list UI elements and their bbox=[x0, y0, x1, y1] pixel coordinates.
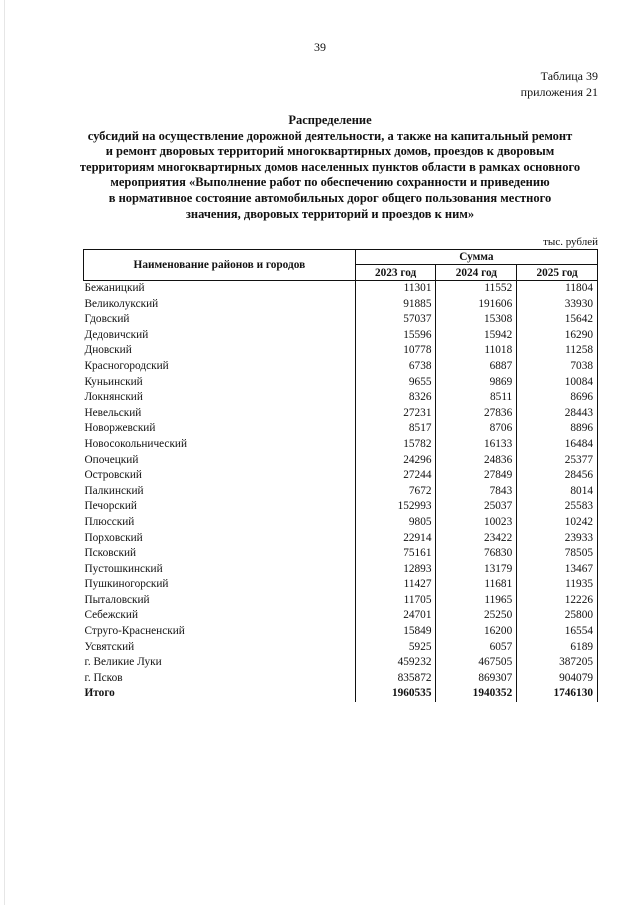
amount-cell: 7672 bbox=[355, 484, 436, 500]
amount-cell: 28443 bbox=[517, 406, 598, 422]
amount-cell: 11965 bbox=[436, 593, 517, 609]
district-name: Невельский bbox=[84, 406, 142, 419]
amount-cell: 15942 bbox=[436, 328, 517, 344]
amount-cell: 11705 bbox=[355, 593, 436, 609]
amount-cell: 835872 bbox=[355, 671, 436, 687]
table-row bbox=[84, 515, 598, 531]
amount-cell: 9655 bbox=[355, 375, 436, 391]
units-label: тыс. рублей bbox=[543, 236, 598, 248]
amount-cell: 22914 bbox=[355, 531, 436, 547]
amount-cell: 11935 bbox=[517, 577, 598, 593]
amount-cell: 15596 bbox=[355, 328, 436, 344]
title-line: субсидий на осуществление дорожной деятельности, а также на капитальный ремонт bbox=[87, 128, 573, 143]
amount-cell: 12893 bbox=[355, 562, 436, 578]
amount-cell: 11301 bbox=[355, 281, 436, 297]
subsidy-table bbox=[83, 249, 598, 702]
amount-cell: 25583 bbox=[517, 499, 598, 515]
district-name: Псковский bbox=[84, 547, 137, 560]
total-value: 1746130 bbox=[517, 686, 598, 702]
document-title bbox=[60, 113, 600, 222]
table-row bbox=[84, 328, 598, 344]
table-row bbox=[84, 640, 598, 656]
column-header-sum: Сумма bbox=[355, 250, 597, 265]
column-header-year: 2024 год bbox=[436, 265, 517, 281]
table-ref-line1: Таблица 39 bbox=[540, 69, 598, 83]
amount-cell: 23933 bbox=[517, 531, 598, 547]
amount-cell: 25800 bbox=[517, 608, 598, 624]
district-name: Пушкиногорский bbox=[84, 578, 169, 591]
total-label: Итого bbox=[84, 687, 115, 700]
amount-cell: 16133 bbox=[436, 437, 517, 453]
table-row bbox=[84, 359, 598, 375]
table-row bbox=[84, 375, 598, 391]
amount-cell: 152993 bbox=[355, 499, 436, 515]
title-line: в нормативное состояние автомобильных дорог общего пользования местного bbox=[108, 190, 552, 205]
amount-cell: 191606 bbox=[436, 297, 517, 313]
amount-cell: 27244 bbox=[355, 468, 436, 484]
amount-cell: 16554 bbox=[517, 624, 598, 640]
amount-cell: 25037 bbox=[436, 499, 517, 515]
table-row bbox=[84, 562, 598, 578]
district-name: Новосокольнический bbox=[84, 437, 188, 450]
amount-cell: 15308 bbox=[436, 312, 517, 328]
amount-cell: 24296 bbox=[355, 453, 436, 469]
amount-cell: 27231 bbox=[355, 406, 436, 422]
column-header-year: 2025 год bbox=[517, 265, 598, 281]
amount-cell: 16290 bbox=[517, 328, 598, 344]
amount-cell: 78505 bbox=[517, 546, 598, 562]
page-number: 39 bbox=[314, 40, 326, 54]
table-row bbox=[84, 453, 598, 469]
table-row bbox=[84, 297, 598, 313]
column-header-year: 2023 год bbox=[355, 265, 436, 281]
district-name: Опочецкий bbox=[84, 453, 139, 466]
district-name: Пыталовский bbox=[84, 593, 150, 606]
amount-cell: 11258 bbox=[517, 343, 598, 359]
title-heading: Распределение bbox=[288, 113, 372, 127]
table-row bbox=[84, 468, 598, 484]
total-value: 1940352 bbox=[436, 686, 517, 702]
amount-cell: 7843 bbox=[436, 484, 517, 500]
amount-cell: 11018 bbox=[436, 343, 517, 359]
amount-cell: 459232 bbox=[355, 655, 436, 671]
amount-cell: 11804 bbox=[517, 281, 598, 297]
scan-edge-line bbox=[4, 0, 5, 905]
amount-cell: 13467 bbox=[517, 562, 598, 578]
district-name: Бежаницкий bbox=[84, 282, 145, 294]
table-row bbox=[84, 484, 598, 500]
amount-cell: 11552 bbox=[436, 281, 517, 297]
amount-cell: 24836 bbox=[436, 453, 517, 469]
title-line: значения, дворовых территорий и проездов к ним» bbox=[185, 206, 475, 221]
amount-cell: 24701 bbox=[355, 608, 436, 624]
amount-cell: 8511 bbox=[436, 390, 517, 406]
district-name: Дновский bbox=[84, 344, 132, 357]
amount-cell: 8706 bbox=[436, 421, 517, 437]
district-name: Плюсский bbox=[84, 515, 135, 528]
amount-cell: 6887 bbox=[436, 359, 517, 375]
district-name: Палкинский bbox=[84, 484, 144, 497]
amount-cell: 9869 bbox=[436, 375, 517, 391]
amount-cell: 76830 bbox=[436, 546, 517, 562]
amount-cell: 25250 bbox=[436, 608, 517, 624]
district-name: Великолукский bbox=[84, 297, 159, 310]
district-name: Куньинский bbox=[84, 375, 143, 388]
amount-cell: 13179 bbox=[436, 562, 517, 578]
table-row bbox=[84, 281, 598, 297]
amount-cell: 8326 bbox=[355, 390, 436, 406]
amount-cell: 91885 bbox=[355, 297, 436, 313]
amount-cell: 25377 bbox=[517, 453, 598, 469]
district-name: Печорский bbox=[84, 500, 137, 513]
amount-cell: 8696 bbox=[517, 390, 598, 406]
amount-cell: 11681 bbox=[436, 577, 517, 593]
amount-cell: 904079 bbox=[517, 671, 598, 687]
district-name: Красногородский bbox=[84, 359, 169, 372]
district-name: Себежский bbox=[84, 609, 138, 622]
table-ref-line2: приложения 21 bbox=[520, 85, 598, 99]
title-line: и ремонт дворовых территорий многоквартирных домов, проездов к дворовым bbox=[105, 144, 555, 159]
amount-cell: 33930 bbox=[517, 297, 598, 313]
amount-cell: 75161 bbox=[355, 546, 436, 562]
amount-cell: 9805 bbox=[355, 515, 436, 531]
district-name: Пустошкинский bbox=[84, 562, 163, 575]
amount-cell: 6738 bbox=[355, 359, 436, 375]
table-row bbox=[84, 608, 598, 624]
amount-cell: 27849 bbox=[436, 468, 517, 484]
amount-cell: 467505 bbox=[436, 655, 517, 671]
table-row bbox=[84, 624, 598, 640]
table-total-row bbox=[84, 686, 598, 702]
table-row bbox=[84, 437, 598, 453]
table-row bbox=[84, 593, 598, 609]
table-row bbox=[84, 671, 598, 687]
district-name: г. Великие Луки bbox=[84, 656, 162, 669]
amount-cell: 16484 bbox=[517, 437, 598, 453]
amount-cell: 10242 bbox=[517, 515, 598, 531]
amount-cell: 15642 bbox=[517, 312, 598, 328]
title-line: мероприятия «Выполнение работ по обеспечению сохранности и приведению bbox=[110, 175, 550, 190]
table-row bbox=[84, 499, 598, 515]
amount-cell: 12226 bbox=[517, 593, 598, 609]
amount-cell: 8517 bbox=[355, 421, 436, 437]
table-row bbox=[84, 577, 598, 593]
amount-cell: 869307 bbox=[436, 671, 517, 687]
amount-cell: 10778 bbox=[355, 343, 436, 359]
amount-cell: 28456 bbox=[517, 468, 598, 484]
district-name: Островский bbox=[84, 469, 142, 482]
table-row bbox=[84, 421, 598, 437]
amount-cell: 15782 bbox=[355, 437, 436, 453]
amount-cell: 5925 bbox=[355, 640, 436, 656]
table-row bbox=[84, 655, 598, 671]
amount-cell: 15849 bbox=[355, 624, 436, 640]
amount-cell: 6057 bbox=[436, 640, 517, 656]
district-name: Усвятский bbox=[84, 640, 135, 653]
district-name: Гдовский bbox=[84, 313, 130, 326]
amount-cell: 8896 bbox=[517, 421, 598, 437]
district-name: Струго-Красненский bbox=[84, 625, 185, 638]
column-header-name: Наименование районов и городов bbox=[84, 250, 356, 281]
district-name: Локнянский bbox=[84, 391, 143, 404]
table-body bbox=[84, 281, 598, 703]
amount-cell: 10084 bbox=[517, 375, 598, 391]
title-line: территориям многоквартирных домов населенных пунктов области в рамках основного bbox=[79, 159, 581, 174]
table-row bbox=[84, 390, 598, 406]
total-value: 1960535 bbox=[355, 686, 436, 702]
table-row bbox=[84, 531, 598, 547]
district-name: Порховский bbox=[84, 531, 143, 544]
amount-cell: 11427 bbox=[355, 577, 436, 593]
amount-cell: 23422 bbox=[436, 531, 517, 547]
amount-cell: 16200 bbox=[436, 624, 517, 640]
amount-cell: 6189 bbox=[517, 640, 598, 656]
amount-cell: 10023 bbox=[436, 515, 517, 531]
table-row bbox=[84, 312, 598, 328]
amount-cell: 387205 bbox=[517, 655, 598, 671]
table-row bbox=[84, 546, 598, 562]
amount-cell: 7038 bbox=[517, 359, 598, 375]
amount-cell: 8014 bbox=[517, 484, 598, 500]
district-name: Новоржевский bbox=[84, 422, 156, 435]
table-reference bbox=[521, 68, 598, 100]
district-name: Дедовичский bbox=[84, 328, 149, 341]
district-name: г. Псков bbox=[84, 671, 123, 684]
table-row bbox=[84, 406, 598, 422]
amount-cell: 57037 bbox=[355, 312, 436, 328]
table-row bbox=[84, 343, 598, 359]
amount-cell: 27836 bbox=[436, 406, 517, 422]
